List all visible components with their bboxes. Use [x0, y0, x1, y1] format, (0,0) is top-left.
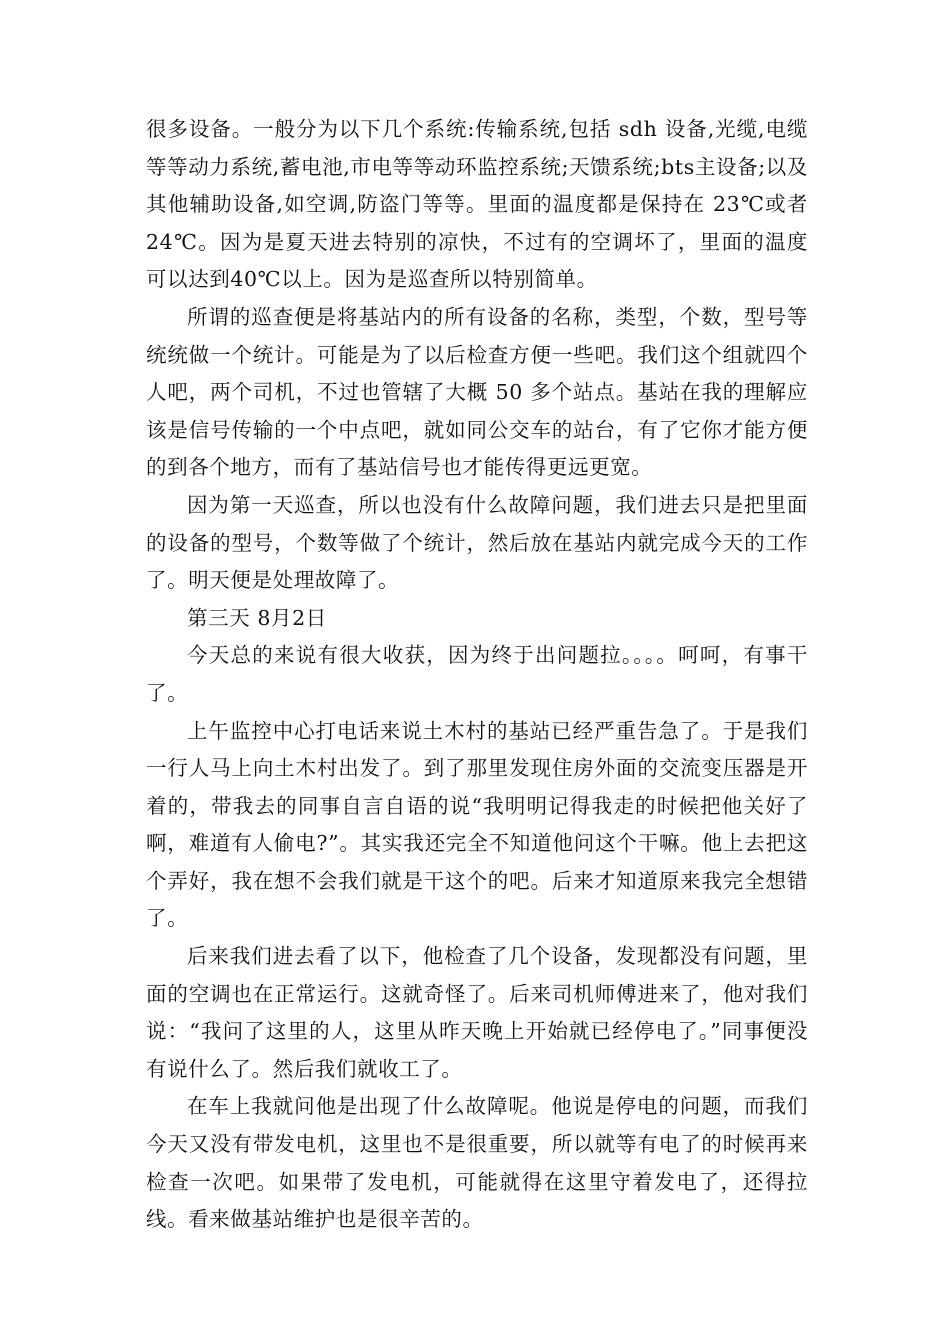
paragraph-equipment-overview: 很多设备。一般分为以下几个系统:传输系统,包括 sdh 设备,光缆,电缆等等动力系统,蓄电池,市电等等动环监控系统;天馈系统;bts主设备;以及其他辅助设备,如空调,防盗门等等。里面的温度都是保持在 23℃或者 24℃。因为是夏天进去特别的凉快，不过有的空调坏了，里面的温度可以达到40℃以上。因为是巡查所以特别简单。 — [146, 117, 808, 292]
paragraph-inspection-meaning: 所谓的巡查便是将基站内的所有设备的名称，类型，个数，型号等统统做一个统计。可能是为了以后检查方便一些吧。我们这个组就四个人吧，两个司机，不过也管辖了大概 50 多个站点。基站在我的理解应该是信号传输的一个中点吧，就如同公交车的站台，有了它你才能方便的到各个地方，而有了基站信号也才能传得更远更宽。 — [146, 304, 808, 480]
paragraph-first-day-summary: 因为第一天巡查，所以也没有什么故障问题，我们进去只是把里面的设备的型号，个数等做了个统计，然后放在基站内就完成今天的工作了。明天便是处理故障了。 — [146, 492, 808, 593]
document-body — [146, 111, 808, 1239]
day-heading: 第三天 8月2日 — [187, 605, 327, 630]
paragraph-conclusion: 在车上我就问他是出现了什么故障呢。他说是停电的问题，而我们今天又没有带发电机，这里也不是很重要，所以就等有电了的时候再来检查一次吧。如果带了发电机，可能就得在这里守着发电了，还得拉线。看来做基站维护也是很辛苦的。 — [146, 1094, 808, 1232]
paragraph-morning-alarm: 上午监控中心打电话来说土木村的基站已经严重告急了。于是我们一行人马上向土木村出发了。到了那里发现住房外面的交流变压器是开着的，带我去的同事自言自语的说“我明明记得我走的时候把他关好了啊，难道有人偷电?”。其实我还完全不知道他问这个干嘛。他上去把这个弄好，我在想不会我们就是干这个的吧。后来才知道原来我完全想错了。 — [146, 718, 808, 931]
paragraph-today-harvest: 今天总的来说有很大收获，因为终于出问题拉。。。。呵呵，有事干了。 — [146, 643, 808, 705]
paragraph-inspection-result: 后来我们进去看了以下，他检查了几个设备，发现都没有问题，里面的空调也在正常运行。这就奇怪了。后来司机师傅进来了，他对我们说：“我问了这里的人，这里从昨天晚上开始就已经停电了。”同事便没有说什么了。然后我们就收工了。 — [146, 944, 808, 1081]
